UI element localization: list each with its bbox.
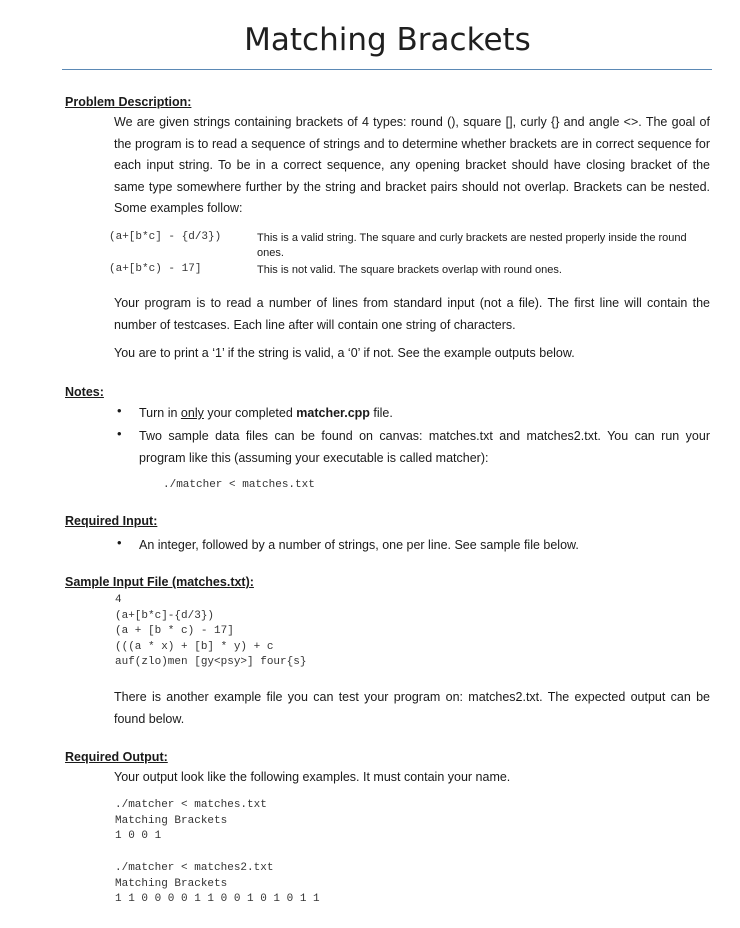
note-filename: matcher.cpp bbox=[296, 406, 370, 420]
required-input-heading: Required Input: bbox=[65, 514, 158, 528]
note-turn-in bbox=[139, 403, 710, 425]
bullet-icon: • bbox=[117, 426, 122, 441]
example-description: This is not valid. The square brackets overlap with round ones. bbox=[257, 264, 562, 276]
note-emphasis: only bbox=[180, 406, 204, 420]
code-line: auf(zlo)men [gy<psy>] four{s} bbox=[115, 656, 307, 668]
note-text: your completed bbox=[203, 406, 297, 420]
code-line: (a + [b * c) - 17] bbox=[115, 625, 234, 637]
page-title: Matching Brackets bbox=[244, 22, 531, 58]
example-description: This is a valid string. The square and curly brackets are nested properly inside the round ones. bbox=[257, 232, 687, 259]
required-output-heading: Required Output: bbox=[65, 750, 168, 764]
note-text: Turn in bbox=[139, 406, 181, 420]
code-line: 1 1 0 0 0 0 1 1 0 0 1 0 1 0 1 1 bbox=[115, 893, 320, 905]
code-line: ./matcher < matches2.txt bbox=[115, 862, 274, 874]
bullet-icon: • bbox=[117, 403, 122, 418]
note-text: file. bbox=[369, 406, 393, 420]
note-sample-files: Two sample data files can be found on canvas: matches.txt and matches2.txt. You can run your program like this (assuming your executable is called matcher): bbox=[139, 429, 710, 465]
required-output-intro: Your output look like the following examples. It must contain your name. bbox=[114, 770, 511, 784]
print-paragraph: You are to print a ‘1’ if the string is valid, a ‘0’ if not. See the example outputs below. bbox=[114, 346, 575, 360]
problem-description-heading: Problem Description: bbox=[65, 95, 192, 109]
code-line: ./matcher < matches.txt bbox=[115, 799, 267, 811]
output-example-1 bbox=[115, 798, 267, 845]
sample-input-heading: Sample Input File (matches.txt): bbox=[65, 575, 254, 589]
input-paragraph: Your program is to read a number of lines from standard input (not a file). The first line will contain the number of testcases. Each line after will contain one string of characters. bbox=[114, 296, 710, 332]
bullet-icon: • bbox=[117, 535, 122, 550]
code-line: (((a * x) + [b] * y) + c bbox=[115, 640, 274, 653]
code-line: Matching Brackets bbox=[115, 877, 228, 890]
code-line: Matching Brackets bbox=[115, 814, 228, 827]
notes-heading: Notes: bbox=[65, 385, 104, 399]
code-line: 1 0 0 1 bbox=[115, 830, 162, 842]
sample-input-paragraph: There is another example file you can test your program on: matches2.txt. The expected output can be found below. bbox=[114, 690, 710, 726]
run-command: ./matcher < matches.txt bbox=[163, 479, 315, 491]
code-line: (a+[b*c]-{d/3}) bbox=[115, 609, 215, 622]
required-input-text: An integer, followed by a number of strings, one per line. See sample file below. bbox=[139, 538, 579, 552]
output-example-2 bbox=[115, 861, 320, 908]
problem-intro: We are given strings containing brackets of 4 types: round (), square [], curly {} and angle <>. The goal of the program is to read a sequence of strings and to determine whether brackets are in correct sequence for each input string. To be in a correct sequence, any opening bracket should have closing bracket of the same type somewhere further by the string and bracket pairs should not overlap. Brackets can be nested. Some examples follow: bbox=[114, 115, 710, 215]
sample-input-code bbox=[115, 593, 306, 671]
code-line: 4 bbox=[115, 594, 122, 606]
title-underline bbox=[62, 69, 712, 70]
example-code: (a+[b*c) - 17] bbox=[109, 263, 202, 275]
example-code: (a+[b*c] - {d/3}) bbox=[109, 231, 222, 243]
